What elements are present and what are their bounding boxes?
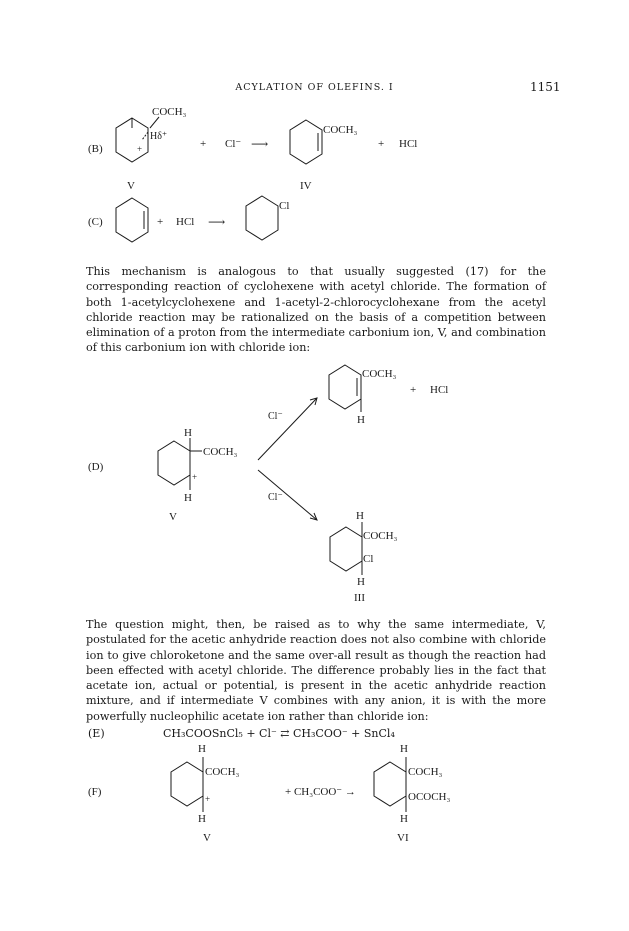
f-right-h-bottom: H: [400, 813, 408, 825]
page-number: 1151: [530, 80, 561, 94]
f-left-h-top: H: [198, 743, 206, 755]
eq-b-chloride: Cl⁻: [225, 138, 242, 150]
eq-b-cation-substituent: COCH₃: [152, 106, 187, 118]
eq-b-plus2: +: [378, 138, 385, 150]
eq-b-h-delta: Hδ⁺: [150, 131, 168, 142]
f-right-substituent-1: COCH₃: [408, 766, 443, 778]
eq-e-equation: CH₃COOSnCl₅ + Cl⁻ ⇄ CH₃COO⁻ + SnCl₄: [163, 727, 395, 740]
chlorocyclohexane-ring: [246, 196, 278, 240]
label-v-d: V: [169, 511, 177, 523]
label-iv: IV: [300, 180, 312, 192]
d-center-ring-v: [158, 438, 202, 490]
label-iii: III: [354, 592, 365, 604]
paragraph-1: This mechanism is analogous to that usually suggested (17) for the corresponding reaction of cyclohexene with acetyl chloride. The formation of both 1-acetylcyclohexene and 1-acetyl-2-chlorocyclohexane from the acetyl chloride reaction may be rationalized on the basis of a competition between elimination of a proton from the intermediate carbonium ion, V, and combination of this carbonium ion with chloride ion:: [86, 265, 546, 355]
label-v-b: V: [127, 180, 135, 192]
d-top-plus: +: [410, 384, 417, 396]
d-top-hcl: HCl: [430, 384, 449, 396]
eq-b-dot-plus: +: [137, 144, 143, 154]
cation-ring-v: [116, 118, 148, 162]
eq-b-label: (B): [88, 143, 103, 155]
label-v-f: V: [203, 832, 211, 844]
d-center-h-top: H: [184, 427, 192, 439]
d-top-h: H: [357, 414, 365, 426]
cyclohexene-ring: [116, 198, 148, 242]
f-right-h-top: H: [400, 743, 408, 755]
eq-c-plus: +: [157, 216, 164, 228]
eq-c-arrow: ⟶: [208, 215, 226, 229]
paragraph-2: The question might, then, be raised as to why the same intermediate, V, postulated for the acetic anhydride reaction does not also combine with chloride ion to give chloroketone and the same over-all result as though the reaction had been effected with acetyl chloride. The difference probably lies in the fact that acetate ion, actual or potential, is present in the acetic anhydride reaction mixture, and if intermediate V combines with any anion, it is with the more powerfully nucleophilic acetate ion rather than chloride ion:: [86, 618, 546, 723]
d-top-product-ring: [329, 365, 361, 409]
f-left-substituent: COCH₃: [205, 766, 240, 778]
f-right-substituent-2: OCOCH₃: [408, 791, 451, 803]
eq-b-plus: +: [200, 138, 207, 150]
eq-d-label: (D): [88, 461, 104, 473]
eq-b-bond-line: [150, 117, 159, 128]
d-center-plus: +: [192, 472, 198, 482]
d-center-h-bottom: H: [184, 492, 192, 504]
eq-b-arrow: ⟶: [251, 137, 269, 151]
d-center-substituent: COCH₃: [203, 446, 238, 458]
d-arrow-up: [258, 398, 317, 460]
d-cl-upper: Cl⁻: [268, 411, 283, 422]
d-bottom-h-bottom: H: [357, 576, 365, 588]
eq-c-label: (C): [88, 216, 103, 228]
f-left-ring-v: [171, 757, 203, 812]
d-arrow-down: [258, 470, 317, 520]
eq-c-hcl: HCl: [176, 216, 195, 228]
eq-c-product-substituent: Cl: [279, 200, 290, 212]
d-bottom-h-top: H: [356, 510, 364, 522]
f-middle: + CH₃COO⁻ →: [285, 786, 356, 798]
eq-e-label: (E): [88, 727, 105, 740]
d-bottom-cl: Cl: [363, 553, 374, 565]
eq-b-partial-bond: [142, 132, 148, 140]
d-cl-lower: Cl⁻: [268, 492, 283, 503]
eq-b-product-substituent: COCH₃: [323, 124, 358, 136]
eq-b-hcl: HCl: [399, 138, 418, 150]
d-bottom-substituent: COCH₃: [363, 530, 398, 542]
d-bottom-product-ring: [330, 522, 362, 575]
f-left-h-bottom: H: [198, 813, 206, 825]
f-left-plus: +: [205, 794, 211, 804]
product-ring-iv: [290, 120, 322, 164]
label-vi: VI: [397, 832, 409, 844]
f-right-ring-vi: [374, 757, 406, 812]
eq-f-label: (F): [88, 786, 102, 798]
running-title: ACYLATION OF OLEFINS. I: [235, 82, 394, 93]
d-top-substituent: COCH₃: [362, 368, 397, 380]
